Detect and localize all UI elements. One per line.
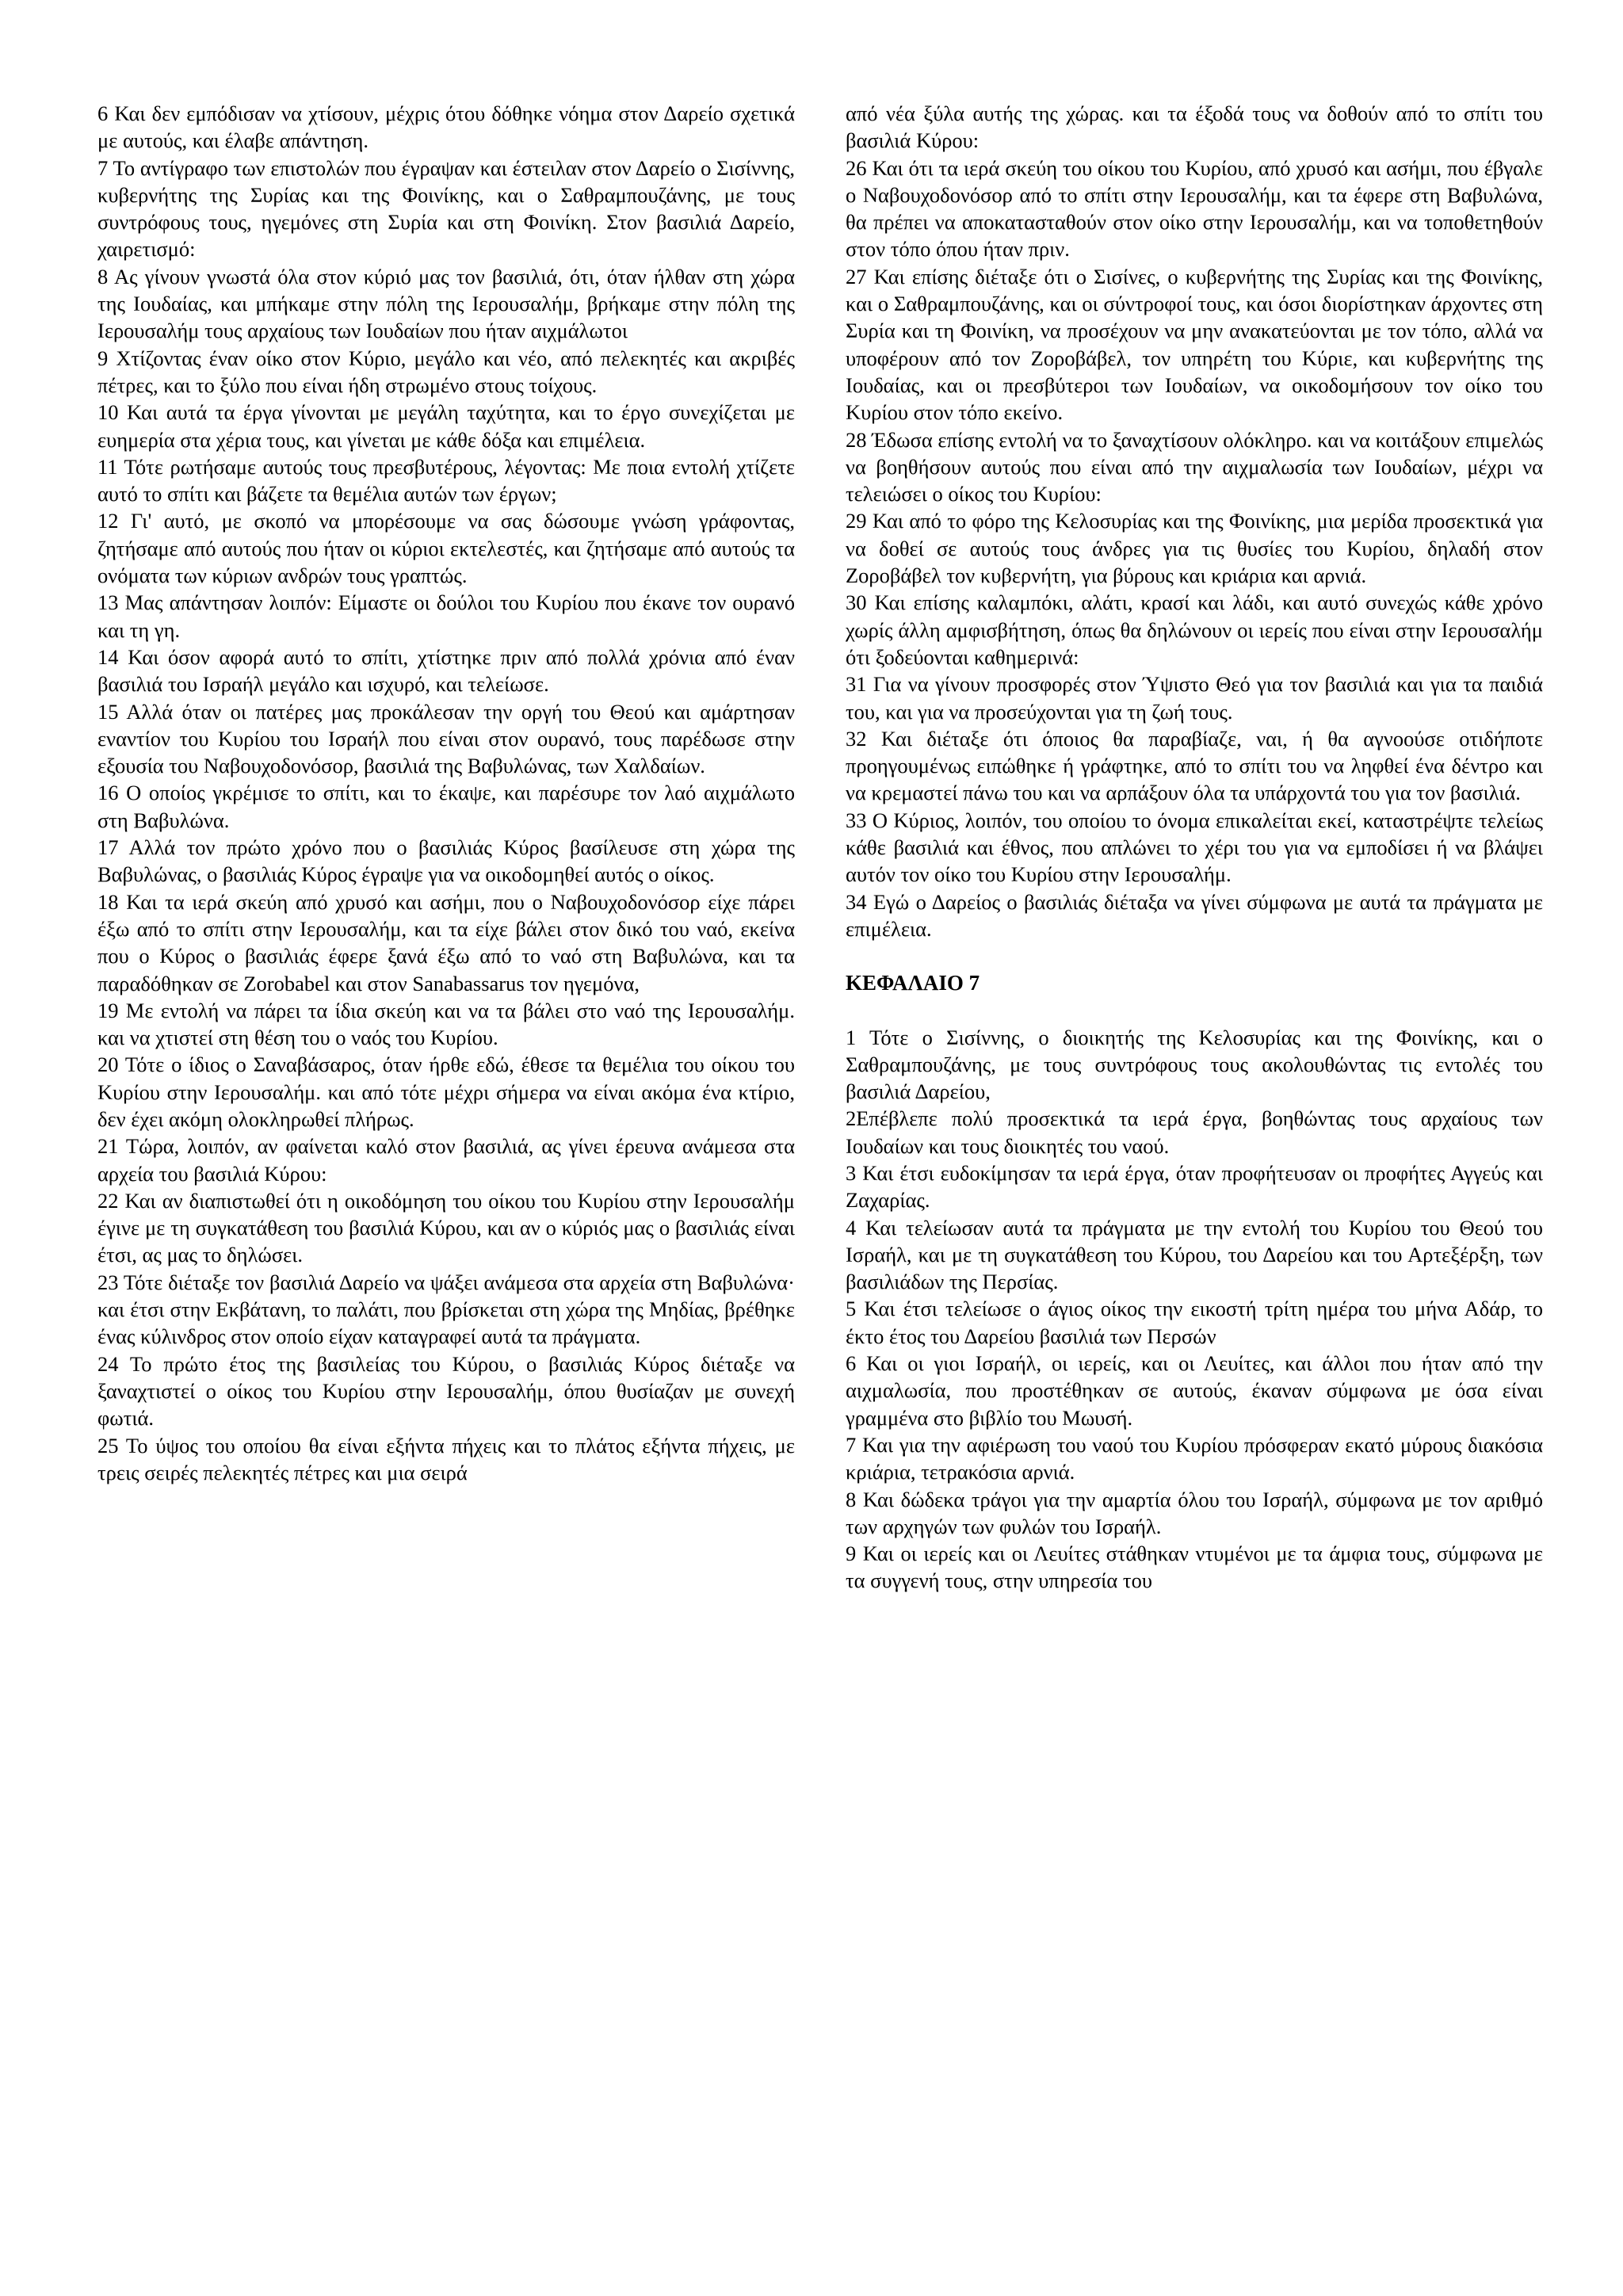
verse-paragraph: 25 Το ύψος του οποίου θα είναι εξήντα πήχεις και το πλάτος εξήντα πήχεις, με τρεις σειρές πελεκητές πέτρες και μια σειρά (97, 1433, 795, 1484)
left-column (97, 100, 795, 1486)
verse-paragraph: 2Επέβλεπε πολύ προσεκτικά τα ιερά έργα, βοηθώντας τους αρχαίους των Ιουδαίων και τους διοικητές του ναού. (846, 1106, 1543, 1158)
verse-paragraph: 19 Με εντολή να πάρει τα ίδια σκεύη και να τα βάλει στο ναό της Ιερουσαλήμ. και να χτιστεί στη θέση του ο ναός του Κυρίου. (97, 998, 795, 1050)
verse-paragraph: 33 Ο Κύριος, λοιπόν, του οποίου το όνομα επικαλείται εκεί, καταστρέψτε τελείως κάθε βασιλιά και έθνος, που απλώνει το χέρι του για να εμποδίσει ή να βλάψει αυτόν τον οίκο του Κυρίου στην Ιερουσαλήμ. (846, 808, 1543, 887)
verse-paragraph: 24 Το πρώτο έτος της βασιλείας του Κύρου, ο βασιλιάς Κύρος διέταξε να ξαναχτιστεί ο οίκος του Κυρίου στην Ιερουσαλήμ, όπου θυσίαζαν με συνεχή φωτιά. (97, 1351, 795, 1431)
verse-paragraph: 7 Και για την αφιέρωση του ναού του Κυρίου πρόσφεραν εκατό μύρους διακόσια κριάρια, τετρακόσια αρνιά. (846, 1432, 1543, 1484)
right-column (846, 100, 1543, 1595)
verse-paragraph: 18 Και τα ιερά σκεύη από χρυσό και ασήμι, που ο Ναβουχοδονόσορ είχε πάρει έξω από το σπίτι στην Ιερουσαλήμ, και τα είχε βάλει στον δικό του ναό, εκείνα που ο Κύρος ο βασιλιάς έφερε ξανά έξω από το ναό στη Βαβυλώνα, και τα παραδόθηκαν σε Zorobabel και στον Sanabassarus τον ηγεμόνα, (97, 889, 795, 995)
verse-paragraph: 29 Και από το φόρο της Κελοσυρίας και της Φοινίκης, μια μερίδα προσεκτικά για να δοθεί σε αυτούς τους άνδρες για τις θυσίες του Κυρίου, δηλαδή στον Ζοροβάβελ τον κυβερνήτη, για βύρους και κριάρια και αρνιά. (846, 509, 1543, 588)
verse-paragraph: 23 Τότε διέταξε τον βασιλιά Δαρείο να ψάξει ανάμεσα στα αρχεία στη Βαβυλώνα· και έτσι στην Εκβάτανη, το παλάτι, που βρίσκεται στη χώρα της Μηδίας, βρέθηκε ένας κύλινδρος στον οποίο είχαν καταγραφεί αυτά τα πράγματα. (97, 1270, 795, 1349)
verse-paragraph: 11 Τότε ρωτήσαμε αυτούς τους πρεσβυτέρους, λέγοντας: Με ποια εντολή χτίζετε αυτό το σπίτι και βάζετε τα θεμέλια αυτών των έργων; (97, 454, 795, 506)
verse-paragraph: 8 Ας γίνουν γνωστά όλα στον κύριό μας τον βασιλιά, ότι, όταν ήλθαν στη χώρα της Ιουδαίας, και μπήκαμε στην πόλη της Ιερουσαλήμ, βρήκαμε στην πόλη της Ιερουσαλήμ τους αρχαίους των Ιουδαίων που ήταν αιχμάλωτοι (97, 264, 795, 343)
verse-paragraph: 16 Ο οποίος γκρέμισε το σπίτι, και το έκαψε, και παρέσυρε τον λαό αιχμάλωτο στη Βαβυλώνα. (97, 781, 795, 832)
verse-paragraph: 8 Και δώδεκα τράγοι για την αμαρτία όλου του Ισραήλ, σύμφωνα με τον αριθμό των αρχηγών των φυλών του Ισραήλ. (846, 1487, 1543, 1538)
verse-paragraph: 26 Και ότι τα ιερά σκεύη του οίκου του Κυρίου, από χρυσό και ασήμι, που έβγαλε ο Ναβουχοδονόσορ από το σπίτι στην Ιερουσαλήμ, και τα έφερε στη Βαβυλώνα, θα πρέπει να αποκατασταθούν στον οίκο στην Ιερουσαλήμ, και να τοποθετηθούν στον τόπο όπου ήταν πριν. (846, 155, 1543, 262)
verse-paragraph: 9 Και οι ιερείς και οι Λευίτες στάθηκαν ντυμένοι με τα άμφια τους, σύμφωνα με τα συγγενή τους, στην υπηρεσία του (846, 1541, 1543, 1593)
verse-paragraph: 6 Και οι γιοι Ισραήλ, οι ιερείς, και οι Λευίτες, και άλλοι που ήταν από την αιχμαλωσία, που προστέθηκαν σε αυτούς, έκαναν σύμφωνα με όσα είναι γραμμένα στο βιβλίο του Μωυσή. (846, 1351, 1543, 1430)
verse-paragraph: 21 Τώρα, λοιπόν, αν φαίνεται καλό στον βασιλιά, ας γίνει έρευνα ανάμεσα στα αρχεία του βασιλιά Κύρου: (97, 1134, 795, 1186)
verse-paragraph: 7 Το αντίγραφο των επιστολών που έγραψαν και έστειλαν στον Δαρείο ο Σισίννης, κυβερνήτης της Συρίας και της Φοινίκης, και ο Σαθραμπουζάνης, με τους συντρόφους τους, ηγεμόνες στη Συρία και στη Φοινίκη. Στον βασιλιά Δαρείο, χαιρετισμό: (97, 155, 795, 262)
verse-paragraph: 6 Και δεν εμπόδισαν να χτίσουν, μέχρις ότου δόθηκε νόημα στον Δαρείο σχετικά με αυτούς, και έλαβε απάντηση. (97, 101, 795, 153)
verse-paragraph: 22 Και αν διαπιστωθεί ότι η οικοδόμηση του οίκου του Κυρίου στην Ιερουσαλήμ έγινε με τη συγκατάθεση του βασιλιά Κύρου, και αν ο κύριός μας ο βασιλιάς είναι έτσι, ας μας το δηλώσει. (97, 1188, 795, 1267)
verse-paragraph: 31 Για να γίνουν προσφορές στον Ύψιστο Θεό για τον βασιλιά και για τα παιδιά του, και για να προσεύχονται για τη ζωή τους. (846, 672, 1543, 724)
verse-paragraph: 34 Εγώ ο Δαρείος ο βασιλιάς διέταξα να γίνει σύμφωνα με αυτά τα πράγματα με επιμέλεια. (846, 889, 1543, 941)
verse-paragraph: 14 Και όσον αφορά αυτό το σπίτι, χτίστηκε πριν από πολλά χρόνια από έναν βασιλιά του Ισραήλ μεγάλο και ισχυρό, και τελείωσε. (97, 644, 795, 697)
verse-paragraph: 3 Και έτσι ευδοκίμησαν τα ιερά έργα, όταν προφήτευσαν οι προφήτες Αγγεύς και Ζαχαρίας. (846, 1160, 1543, 1213)
verse-paragraph: 9 Χτίζοντας έναν οίκο στον Κύριο, μεγάλο και νέο, από πελεκητές και ακριβές πέτρες, και το ξύλο που είναι ήδη στρωμένο στους τοίχους. (97, 346, 795, 397)
verse-paragraph: 17 Αλλά τον πρώτο χρόνο που ο βασιλιάς Κύρος βασίλευσε στη χώρα της Βαβυλώνας, ο βασιλιάς Κύρος έγραψε για να οικοδομηθεί αυτός ο οίκος. (97, 835, 795, 887)
verse-paragraph: 4 Και τελείωσαν αυτά τα πράγματα με την εντολή του Κυρίου του Θεού του Ισραήλ, και με τη συγκατάθεση του Κύρου, του Δαρείου και του Αρτεξέρξη, των βασιλιάδων της Περσίας. (846, 1215, 1543, 1294)
verse-paragraph: από νέα ξύλα αυτής της χώρας. και τα έξοδά τους να δοθούν από το σπίτι του βασιλιά Κύρου: (846, 101, 1543, 153)
verse-paragraph: 30 Και επίσης καλαμπόκι, αλάτι, κρασί και λάδι, και αυτό συνεχώς κάθε χρόνο χωρίς άλλη αμφισβήτηση, όπως θα δηλώνουν οι ιερείς που είναι στην Ιερουσαλήμ ότι ξοδεύονται καθημερινά: (846, 590, 1543, 669)
verse-paragraph: 32 Και διέταξε ότι όποιος θα παραβίαζε, ναι, ή θα αγνοούσε οτιδήποτε προηγουμένως ειπώθηκε ή γράφτηκε, από το σπίτι του να ληφθεί ένα δέντρο και να κρεμαστεί πάνω του και να αρπάξουν όλα τα υπάρχοντά του για τον βασιλιά. (846, 726, 1543, 805)
verse-paragraph: 5 Και έτσι τελείωσε ο άγιος οίκος την εικοστή τρίτη ημέρα του μήνα Αδάρ, το έκτο έτος του Δαρείου βασιλιά των Περσών (846, 1297, 1543, 1348)
verse-paragraph: 28 Έδωσα επίσης εντολή να το ξαναχτίσουν ολόκληρο. και να κοιτάξουν επιμελώς να βοηθήσουν αυτούς που είναι από την αιχμαλωσία των Ιουδαίων, μέχρι να τελειώσει ο οίκος του Κυρίου: (846, 427, 1543, 506)
verse-paragraph: 13 Μας απάντησαν λοιπόν: Είμαστε οι δούλοι του Κυρίου που έκανε τον ουρανό και τη γη. (97, 590, 795, 642)
verse-paragraph: 20 Τότε ο ίδιος ο Σαναβάσαρος, όταν ήρθε εδώ, έθεσε τα θεμέλια του οίκου του Κυρίου στην Ιερουσαλήμ. και από τότε μέχρι σήμερα να είναι ακόμα ένα κτίριο, δεν έχει ακόμη ολοκληρωθεί πλήρως. (97, 1052, 795, 1131)
verse-paragraph: 27 Και επίσης διέταξε ότι ο Σισίνες, ο κυβερνήτης της Συρίας και της Φοινίκης, και ο Σαθραμπουζάνης, και οι σύντροφοί τους, και όσοι διορίστηκαν άρχοντες στη Συρία και τη Φοινίκη, να προσέχουν να μην ανακατεύονται με τον τόπο, αλλά να υποφέρουν από τον Ζοροβάβελ, τον υπηρέτη του Κύριε, και κυβερνήτης της Ιουδαίας, και οι πρεσβύτεροι των Ιουδαίων, να οικοδομήσουν τον οίκο του Κυρίου στον τόπο εκείνο. (846, 264, 1543, 425)
verse-paragraph: 15 Αλλά όταν οι πατέρες μας προκάλεσαν την οργή του Θεού και αμάρτησαν εναντίον του Κυρίου του Ισραήλ που είναι στον ουρανό, τους παρέδωσε στην εξουσία του Ναβουχοδονόσορ, βασιλιά της Βαβυλώνας, των Χαλδαίων. (97, 699, 795, 778)
chapter-heading: ΚΕΦΑΛΑΙΟ 7 (846, 971, 980, 995)
verse-paragraph: 12 Γι' αυτό, με σκοπό να μπορέσουμε να σας δώσουμε γνώση γράφοντας, ζητήσαμε από αυτούς που ήταν οι κύριοι εκτελεστές, και ζητήσαμε από αυτούς τα ονόματα των κύριων ανδρών τους γραπτώς. (97, 509, 795, 588)
verse-paragraph: 1 Τότε ο Σισίννης, ο διοικητής της Κελοσυρίας και της Φοινίκης, και ο Σαθραμπουζάνης, με τους συντρόφους τους ακολουθώντας τις εντολές του βασιλιά Δαρείου, (846, 1025, 1543, 1104)
verse-paragraph: 10 Και αυτά τα έργα γίνονται με μεγάλη ταχύτητα, και το έργο συνεχίζεται με ευημερία στα χέρια τους, και γίνεται με κάθε δόξα και επιμέλεια. (97, 400, 795, 452)
